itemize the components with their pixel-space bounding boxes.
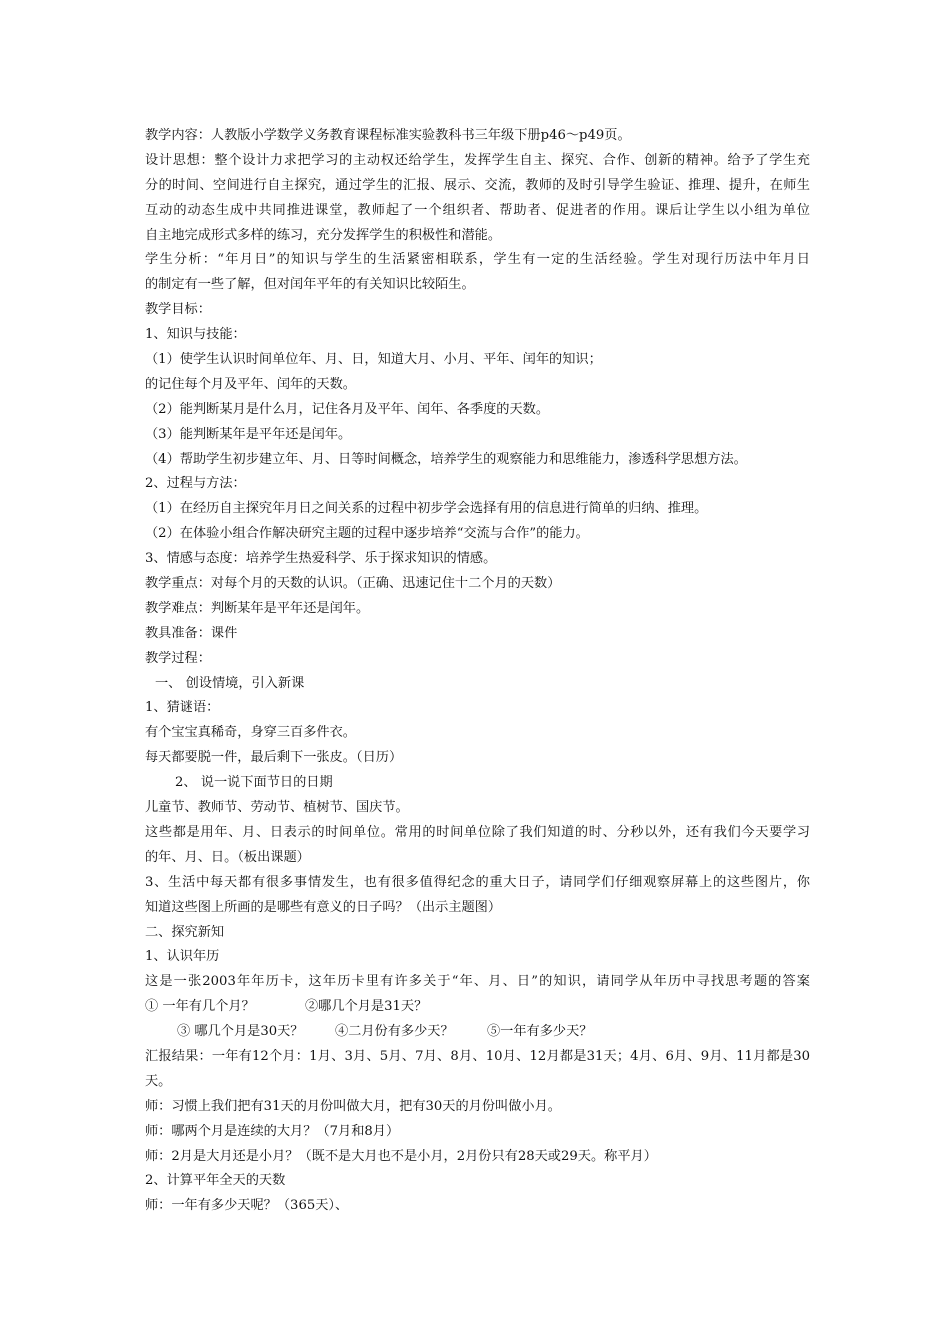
- knowledge-skills-heading: 1、知识与技能：: [145, 327, 246, 343]
- teacher-big-small-month: 师：习惯上我们把有31天的月份叫做大月，把有30天的月份叫做小月。: [145, 1098, 561, 1114]
- teaching-aids: 教具准备：课件: [145, 625, 238, 641]
- teacher-consecutive-big-months: 师：哪两个月是连续的大月？（7月和8月）: [145, 1123, 400, 1139]
- goal-1-1-cont: 的记住每个月及平年、闰年的天数。: [145, 376, 356, 392]
- time-units-line-2: 的年、月、日。（板出课题）: [145, 849, 310, 865]
- theme-picture-line-2: 知道这些图上所画的是哪些有意义的日子吗？（出示主题图）: [145, 899, 502, 915]
- question-5: ⑤一年有多少天？: [487, 1024, 593, 1040]
- time-units-line-1: 这些都是用年、月、日表示的时间单位。常用的时间单位除了我们知道的时、分秒以外，还有我们今天要学习: [145, 824, 810, 840]
- goal-2-2: （2）在体验小组合作解决研究主题的过程中逐步培养“交流与合作”的能力。: [145, 526, 589, 542]
- student-analysis-line-1: 学生分析：“年月日”的知识与学生的生活紧密相联系，学生有一定的生活经验。学生对现行历法中年月日: [145, 252, 810, 268]
- report-result-line-2: 天。: [145, 1073, 172, 1089]
- teaching-focus: 教学重点：对每个月的天数的认识。（正确、迅速记住十二个月的天数）: [145, 576, 561, 592]
- document-page: [145, 124, 810, 1219]
- goal-1-4: （4）帮助学生初步建立年、月、日等时间概念，培养学生的观察能力和思维能力，渗透科学思想方法。: [145, 451, 747, 467]
- teaching-content: 教学内容：人教版小学数学义务教育课程标准实验教科书三年级下册p46～p49页。: [145, 128, 631, 143]
- goal-1-3: （3）能判断某年是平年还是闰年。: [145, 426, 352, 442]
- common-year-heading: 2、计算平年全天的天数: [145, 1173, 286, 1189]
- process-method-heading: 2、过程与方法：: [145, 476, 246, 492]
- question-row-2: [145, 1020, 810, 1045]
- design-idea-line-1: 设计思想：整个设计力求把学习的主动权还给学生，发挥学生自主、探究、合作、创新的精神。给予了学生充: [145, 152, 810, 168]
- goal-2-1: （1）在经历自主探究年月日之间关系的过程中初步学会选择有用的信息进行简单的归纳、推理。: [145, 501, 708, 517]
- section-2-heading: 二、探究新知: [145, 924, 225, 940]
- student-analysis-line-2: 的制定有一些了解，但对闰年平年的有关知识比较陌生。: [145, 277, 475, 293]
- riddle-heading: 1、猜谜语：: [145, 700, 220, 716]
- design-idea-line-2: 分的时间、空间进行自主探究，通过学生的汇报、展示、交流，教师的及时引导学生验证、推理、提升，在师生: [145, 177, 810, 193]
- emotion-attitude: 3、情感与态度：培养学生热爱科学、乐于探求知识的情感。: [145, 551, 497, 567]
- teaching-goals-heading: 教学目标：: [145, 302, 211, 318]
- question-3: ③ 哪几个月是30天？: [177, 1024, 304, 1040]
- report-result-line-1: 汇报结果：一年有12个月：1月、3月、5月、7月、8月、10月、12月都是31天；4月、6月、9月、11月都是30: [145, 1048, 810, 1064]
- riddle-line-1: 有个宝宝真稀奇，身穿三百多件衣。: [145, 725, 356, 741]
- goal-1-1: （1）使学生认识时间单位年、月、日，知道大月、小月、平年、闰年的知识；: [145, 352, 602, 368]
- theme-picture-line-1: 3、生活中每天都有很多事情发生，也有很多值得纪念的重大日子，请同学们仔细观察屏幕上的这些图片，你: [145, 874, 810, 890]
- section-1-heading: 一、 创设情境，引入新课: [155, 675, 305, 691]
- question-4: ④二月份有多少天？: [335, 1024, 454, 1040]
- question-1: ① 一年有几个月？: [145, 999, 255, 1015]
- calendar-heading: 1、认识年历: [145, 949, 220, 965]
- question-2: ②哪几个月是31天？: [305, 999, 428, 1015]
- riddle-line-2: 每天都要脱一件，最后剩下一张皮。（日历）: [145, 750, 403, 766]
- teaching-process-heading: 教学过程：: [145, 650, 211, 666]
- question-row-1: [145, 995, 810, 1020]
- holiday-list: 儿童节、教师节、劳动节、植树节、国庆节。: [145, 800, 409, 816]
- calendar-intro: 这是一张2003年年历卡，这年历卡里有许多关于“年、月、日”的知识，请同学从年历中寻找思考题的答案: [145, 974, 810, 990]
- teacher-days-in-year: 师：一年有多少天呢？（365天）、: [145, 1198, 349, 1214]
- goal-1-2: （2）能判断某月是什么月，记住各月及平年、闰年、各季度的天数。: [145, 401, 550, 417]
- design-idea-line-3: 互动的动态生成中共同推进课堂，教师起了一个组织者、帮助者、促进者的作用。课后让学生以小组为单位: [145, 202, 810, 218]
- holiday-prompt: 2、 说一说下面节日的日期: [175, 775, 333, 791]
- teaching-difficulty: 教学难点：判断某年是平年还是闰年。: [145, 600, 370, 616]
- teacher-february: 师：2月是大月还是小月？（既不是大月也不是小月，2月份只有28天或29天。称平月）: [145, 1148, 657, 1164]
- design-idea-line-4: 自主地完成形式多样的练习，充分发挥学生的积极性和潜能。: [145, 227, 502, 243]
